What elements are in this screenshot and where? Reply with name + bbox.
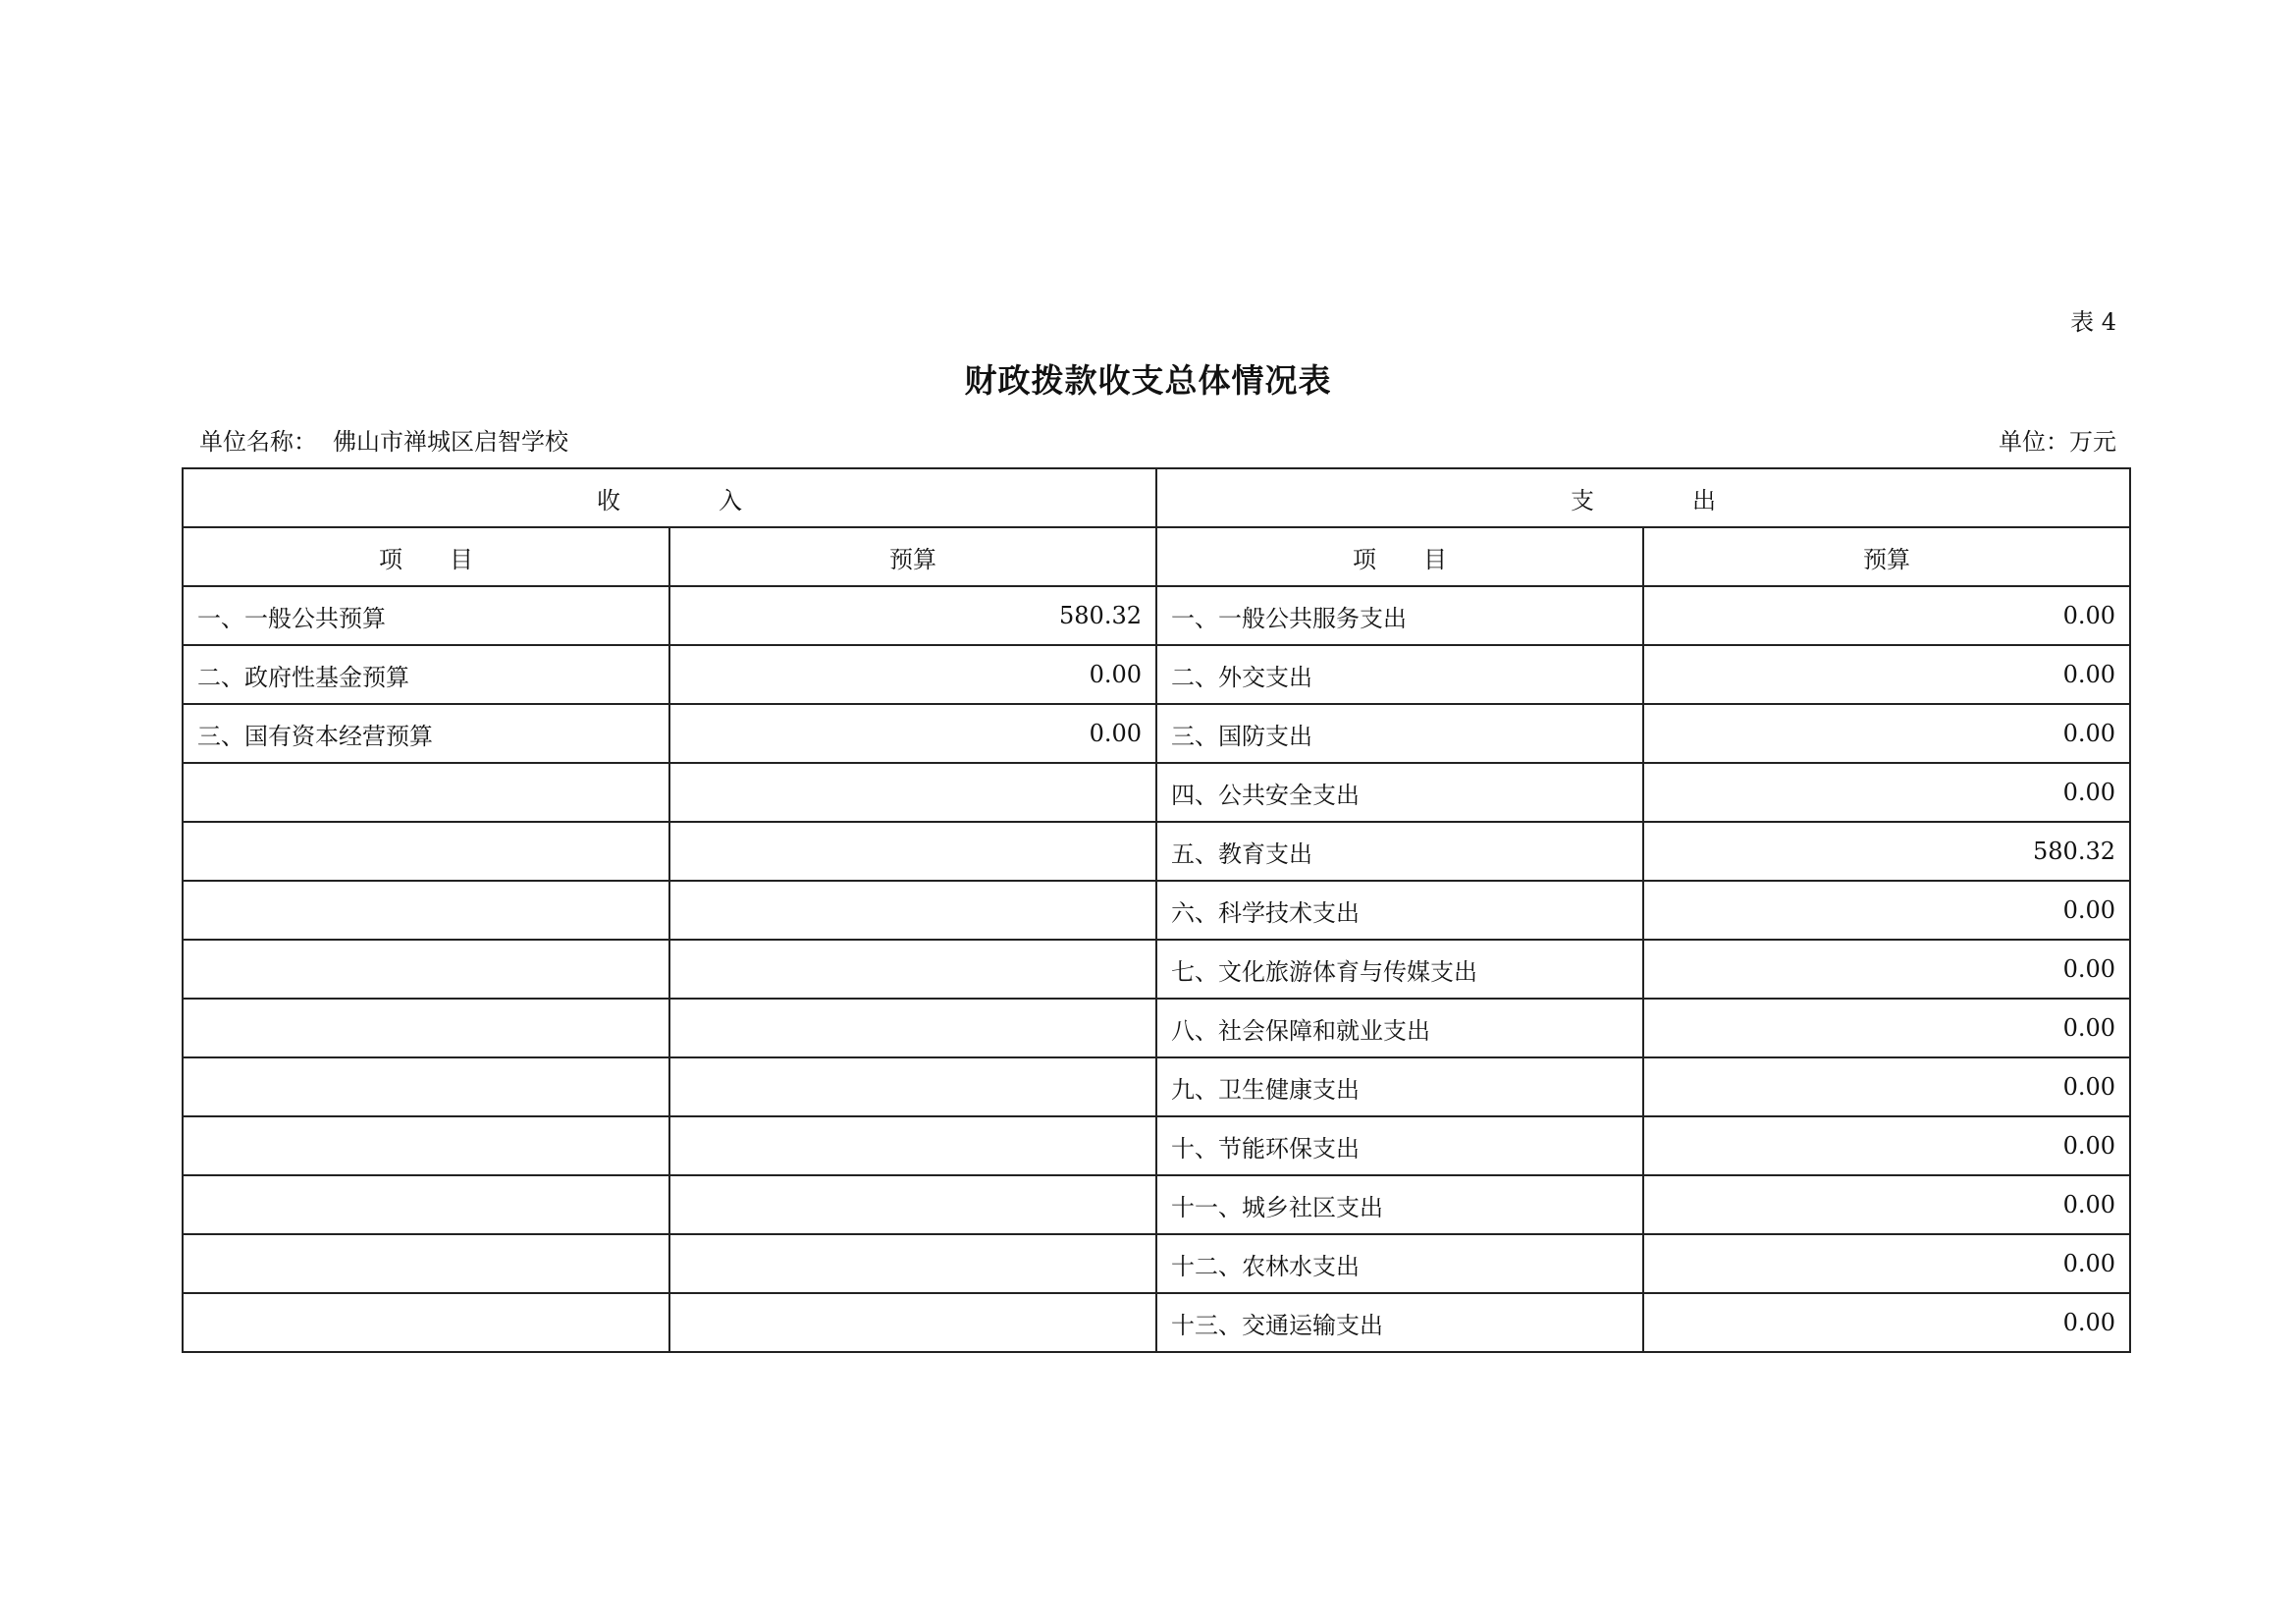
income-budget-header: [669, 527, 1156, 586]
table-row: [183, 586, 2130, 645]
income-item-cell: [183, 763, 669, 822]
expense-item-cell: 九、卫生健康支出: [1156, 1057, 1643, 1116]
income-budget-cell: [669, 822, 1156, 881]
table-row: [183, 822, 2130, 881]
income-budget-cell: 0.00: [669, 645, 1156, 704]
expense-section-header: [1156, 468, 2130, 527]
expense-item-cell: 二、外交支出: [1156, 645, 1643, 704]
income-item-cell: [183, 1175, 669, 1234]
expense-budget-cell: 0.00: [1643, 586, 2130, 645]
expense-budget-header: [1643, 527, 2130, 586]
table-row: [183, 940, 2130, 999]
income-item-cell: [183, 999, 669, 1057]
expense-budget-cell: 0.00: [1643, 940, 2130, 999]
expense-item-cell: 一、一般公共服务支出: [1156, 586, 1643, 645]
income-header-label: 收入: [597, 486, 840, 514]
expense-item-cell: 十、节能环保支出: [1156, 1116, 1643, 1175]
expense-header-label: 支出: [1571, 486, 1814, 514]
income-budget-cell: [669, 763, 1156, 822]
expense-budget-cell: 0.00: [1643, 1116, 2130, 1175]
income-budget-cell: [669, 940, 1156, 999]
currency-unit: 单位：万元: [1999, 428, 2116, 456]
expense-item-cell: 八、社会保障和就业支出: [1156, 999, 1643, 1057]
table-row: [183, 999, 2130, 1057]
table-number: 表 4: [2070, 308, 2116, 336]
expense-item-cell: 十一、城乡社区支出: [1156, 1175, 1643, 1234]
expense-budget-cell: 0.00: [1643, 704, 2130, 763]
income-item-cell: [183, 1057, 669, 1116]
table-row: [183, 1175, 2130, 1234]
expense-budget-cell: 0.00: [1643, 1234, 2130, 1293]
income-item-cell: [183, 1293, 669, 1352]
income-item-header: [183, 527, 669, 586]
income-budget-cell: [669, 1057, 1156, 1116]
expense-budget-cell: 0.00: [1643, 645, 2130, 704]
document-title: 财政拨款收支总体情况表: [964, 361, 1332, 400]
income-budget-cell: [669, 999, 1156, 1057]
table-row: [183, 1057, 2130, 1116]
expense-budget-header-label: 预算: [1863, 545, 1910, 573]
expense-budget-cell: 0.00: [1643, 763, 2130, 822]
income-budget-cell: [669, 1116, 1156, 1175]
income-item-cell: 三、国有资本经营预算: [183, 704, 669, 763]
expense-item-header-label: 项目: [1353, 545, 1494, 573]
income-budget-cell: [669, 1175, 1156, 1234]
expense-budget-cell: 0.00: [1643, 1057, 2130, 1116]
income-budget-cell: [669, 881, 1156, 940]
income-item-cell: [183, 881, 669, 940]
table-row: [183, 763, 2130, 822]
expense-item-cell: 十二、农林水支出: [1156, 1234, 1643, 1293]
expense-budget-cell: 0.00: [1643, 1293, 2130, 1352]
income-budget-cell: [669, 1293, 1156, 1352]
table-row: [183, 704, 2130, 763]
income-item-header-label: 项目: [379, 545, 520, 573]
income-item-cell: [183, 1116, 669, 1175]
table-row: [183, 881, 2130, 940]
income-item-cell: [183, 1234, 669, 1293]
unit-name-value: 佛山市禅城区启智学校: [333, 428, 568, 456]
income-budget-cell: 0.00: [669, 704, 1156, 763]
expense-item-cell: 十三、交通运输支出: [1156, 1293, 1643, 1352]
expense-item-cell: 三、国防支出: [1156, 704, 1643, 763]
expense-item-cell: 五、教育支出: [1156, 822, 1643, 881]
income-item-cell: [183, 822, 669, 881]
expense-item-cell: 四、公共安全支出: [1156, 763, 1643, 822]
expense-budget-cell: 0.00: [1643, 999, 2130, 1057]
column-header-row: [183, 527, 2130, 586]
income-item-cell: 一、一般公共预算: [183, 586, 669, 645]
budget-table: [182, 467, 2131, 1353]
income-budget-cell: [669, 1234, 1156, 1293]
table-row: [183, 645, 2130, 704]
expense-item-cell: 七、文化旅游体育与传媒支出: [1156, 940, 1643, 999]
income-item-cell: [183, 940, 669, 999]
expense-item-header: [1156, 527, 1643, 586]
expense-item-cell: 六、科学技术支出: [1156, 881, 1643, 940]
table-row: [183, 1116, 2130, 1175]
unit-info-line: [199, 422, 2116, 456]
table-row: [183, 1293, 2130, 1352]
income-item-cell: 二、政府性基金预算: [183, 645, 669, 704]
expense-budget-cell: 580.32: [1643, 822, 2130, 881]
income-section-header: [183, 468, 1156, 527]
income-budget-cell: 580.32: [669, 586, 1156, 645]
expense-budget-cell: 0.00: [1643, 881, 2130, 940]
income-budget-header-label: 预算: [889, 545, 936, 573]
expense-budget-cell: 0.00: [1643, 1175, 2130, 1234]
unit-name-label: 单位名称：: [199, 428, 317, 456]
table-row: [183, 1234, 2130, 1293]
section-header-row: [183, 468, 2130, 527]
